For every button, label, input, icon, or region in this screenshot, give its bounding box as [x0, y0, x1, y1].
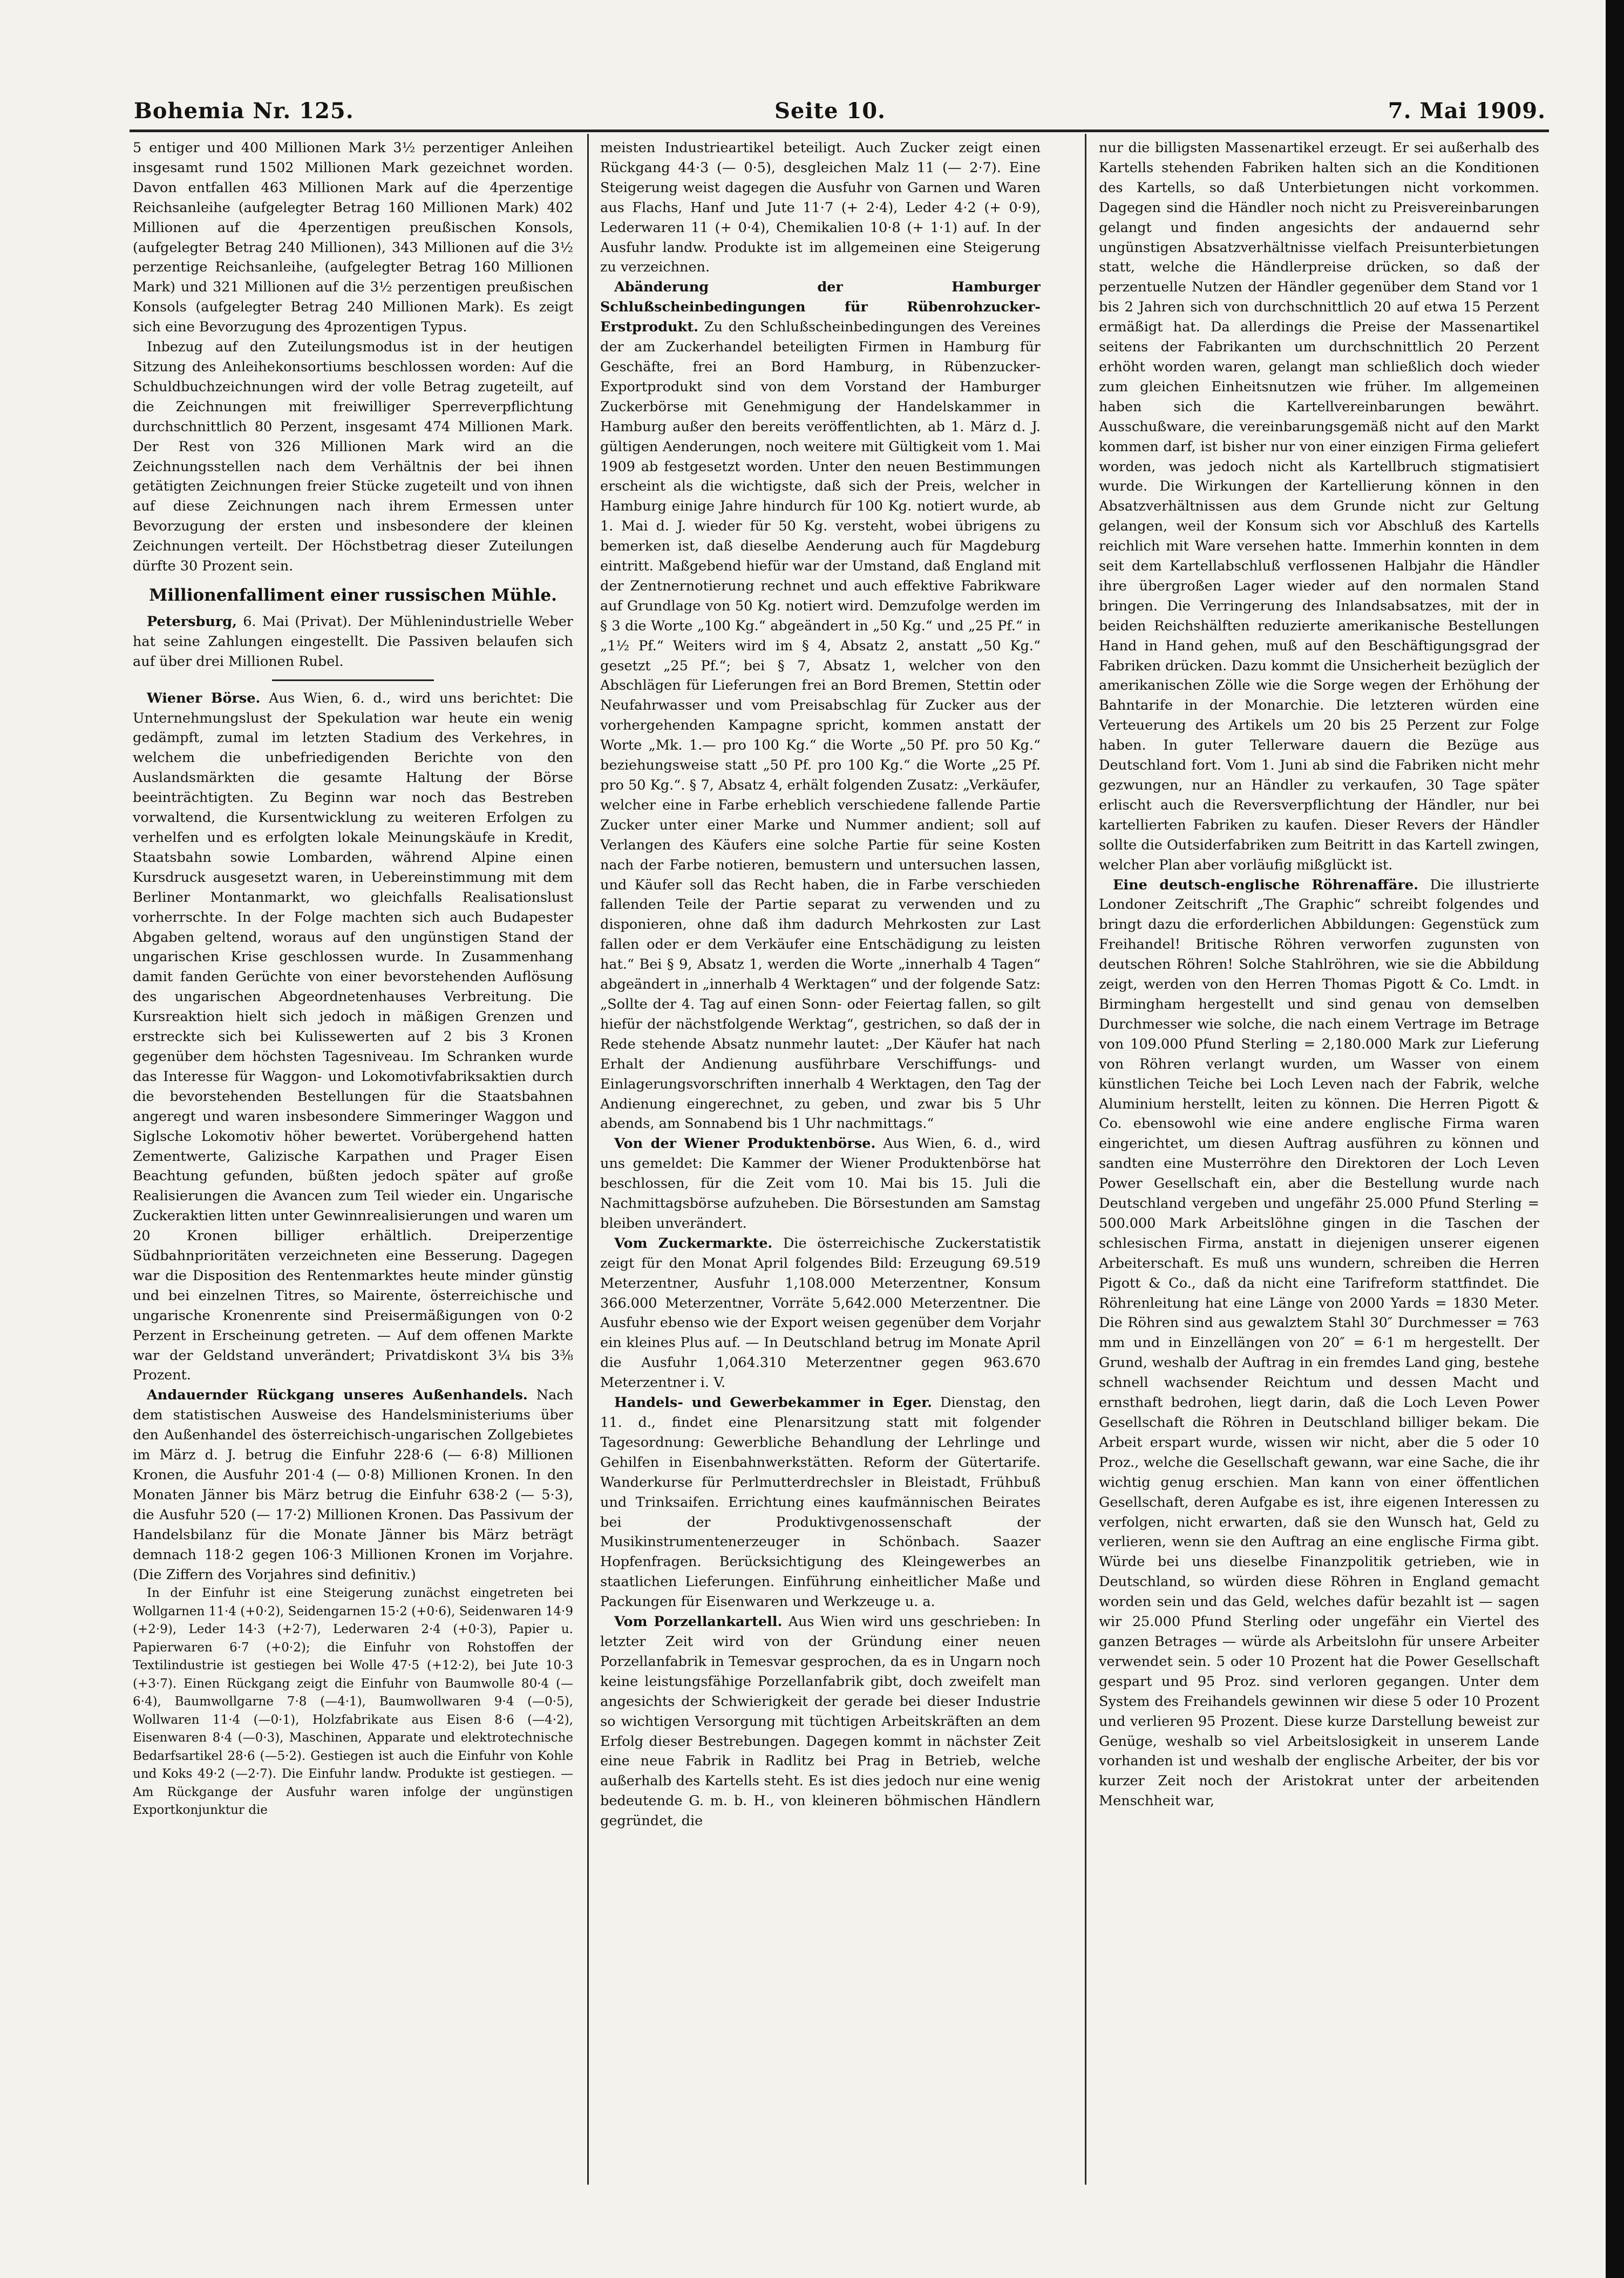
article-heading-tube-affair: Eine deutsch-englische Röhrenaffäre.: [1113, 876, 1418, 893]
issue-date: 7. Mai 1909.: [1388, 98, 1546, 124]
page-edge-shadow: [1606, 0, 1624, 2278]
hamburg-sugar-text: Zu den Schlußscheinbedingungen des Vereines der am Zuckerhandel beteiligten Firmen in Hamburg für Geschäfte, frei an Bord Hamburg, in Rübenzucker-Exportprodukt sind von dem Vorstand der Hamburger Zuckerbörse mit Genehmigung der Handelskammer in Hamburg außer den bereits veröffentlichten, ab 1. März d. J. gültigen Aenderungen, noch weitere mit Gültigkeit vom 1. Mai 1909 ab festgesetzt worden. Unter den neuen Bestimmungen erscheint als die wichtigste, daß sich der Preis, welcher in Hamburg einige Jahre hindurch für 100 Kg. notiert wurde, ab 1. Mai d. J. wieder für 50 Kg. versteht, wobei übrigens zu bemerken ist, daß dieselbe Aenderung auch für Magdeburg eintritt. Maßgebend hiefür war der Umstand, daß England mit der Zentnernotierung rechnet und auch effektive Fabrikware auf Grundlage von 50 Kg. notiert wird. Demzufolge werden im § 3 die Worte „100 Kg.“ abgeändert in „50 Kg.“ und „25 Pf.“ in „1½ Pf.“ Weiters wird im § 4, Absatz 2, anstatt „50 Kg.“ gesetzt „25 Pf.“; bei § 7, Absatz 1, welcher von den Abschlägen für Lieferungen frei an Bord Bremen, Stettin oder Neufahrwasser und vom Preisabschlag für Zucker aus der vorhergehenden Kampagne spricht, kommen anstatt der Worte „Mk. 1.— pro 100 Kg.“ die Worte „50 Pf. pro 50 Kg.“ beziehungsweise statt „50 Pf. pro 100 Kg.“ die Worte „25 Pf. pro 50 Kg.“. § 7, Absatz 4, erhält folgenden Zusatz: „Verkäufer, welcher eine in Farbe erheblich verschiedene fallende Partie Zucker unter einer Marke und Nummer andient; soll auf Verlangen des Käufers eine solche Partie für seine Kosten nach der Farbe notieren, bemustern und untersuchen lassen, und Käufer soll das Recht haben, die in Farbe verschieden fallenden Teile der Partie separat zu verwenden und zu disponieren, ohne daß ihm dadurch Mehrkosten zur Last fallen oder er dem Verkäufer eine Entschädigung zu leisten hat.“ Bei § 9, Absatz 1, werden die Worte „innerhalb 4 Tagen“ abgeändert in „innerhalb 4 Werktagen“ und der folgende Satz: „Sollte der 4. Tag auf einen Sonn- oder Feiertag fallen, so gilt hiefür der nächstfolgende Werktag“, gestrichen, so daß der in Rede stehende Absatz nunmehr lautet: „Der Käufer hat nach Erhalt der Andienung ausführbare Verschiffungs- und Einlagerungsvorschriften innerhalb 4 Werktagen, den Tag der Andienung eingerechnet, zu geben, und zwar bis 5 Uhr abends, am Sonnabend bis 1 Uhr nachmittags.“: [600, 319, 1041, 1132]
column-1: [133, 138, 573, 2184]
article-separator: [272, 679, 434, 681]
export-continuation-paragraph: meisten Industrieartikel beteiligt. Auch Zucker zeigt einen Rückgang 44·3 (— 0·5), desgleichen Malz 11 (— 2·7). Eine Steigerung weist dagegen die Ausfuhr von Garnen und Waren aus Flachs, Hanf und Jute 11·7 (+ 2·4), Leder 4·2 (+ 0·9), Lederwaren 11 (+ 0·4), Chemikalien 10·8 (+ 1·1) auf. In der Ausfuhr landw. Produkte ist im allgemeinen eine Steigerung zu verzeichnen.: [600, 140, 1041, 276]
article-heading-porcelain-cartel: Vom Porzellankartell.: [614, 1614, 783, 1630]
article-heading-mill-bankruptcy: Millionenfalliment einer russischen Mühle.: [149, 585, 557, 605]
header-rule: [130, 130, 1549, 132]
mill-bankruptcy-paragraph: [133, 612, 573, 672]
vienna-exchange-paragraph: [133, 689, 573, 1386]
article-heading-foreign-trade: Andauernder Rückgang unseres Außenhandels.: [147, 1387, 528, 1404]
newspaper-title-number: Bohemia Nr. 125.: [134, 98, 354, 124]
porcelain-cartel-paragraph: [600, 1612, 1041, 1831]
newspaper-page: [130, 96, 1549, 2201]
article-heading-hamburg-sugar: Abänderung der Hamburger Schlußscheinbedingungen für Rübenrohzucker-Erstprodukt.: [600, 279, 1041, 336]
vienna-exchange-text: Aus Wien, 6. d., wird uns berichtet: Die Unternehmungslust der Spekulation war heute ein wenig gedämpft, zumal im letzten Stadium des Verkehres, in welchem die unbefriedigenden Berichte von den Auslandsmärkten die gesamte Haltung der Börse beeinträchtigten. Zu Beginn war noch das Bestreben vorwaltend, die Kursentwicklung zu weiteren Erfolgen zu verhelfen und es erfolgten lokale Meinungskäufe in Kredit, Staatsbahn sowie Lombarden, während Alpine einen Kursdruck ausgesetzt waren, in Uebereinstimmung mit dem Berliner Montanmarkt, wo gleichfalls Realisationslust vorherrschte. In der Folge machten sich auch Budapester Abgaben geltend, woraus auf den ungünstigen Stand der ungarischen Krise geschlossen wurde. In Zusammenhang damit fanden Gerüchte von einer bevorstehenden Auflösung des ungarischen Abgeordnetenhauses Verbreitung. Die Kursreaktion hielt sich jedoch in mäßigen Grenzen und erstreckte sich bei Kulissewerten auf 2 bis 3 Kronen gegenüber dem höchsten Tagesniveau. Im Schranken wurde das Interesse für Waggon- und Lokomotivfabriksaktien durch die bevorstehenden Bestellungen für die Staatsbahnen angeregt und waren insbesondere Simmeringer Waggon und Siglsche Lokomotiv höher bewertet. Vorübergehend hatten Zementwerte, Galizische Karpathen und Prager Eisen Beachtung gefunden, büßten jedoch später auf große Realisierungen die Avancen zum Teil wieder ein. Ungarische Zuckeraktien litten unter Gewinnrealisierungen und waren um 20 Kronen billiger erhältlich. Dreiperzentige Südbahnprioritäten verzeichneten eine Besserung. Dagegen war die Disposition des Rentenmarktes heute minder günstig und bei einzelnen Titres, so Mairente, österreichische und ungarische Kronenrente sind Preisermäßigungen von 0·2 Perzent in Erscheinung getreten. — Auf dem offenen Markte war der Geldstand unverändert; Privatdiskont 3¼ bis 3⅜ Prozent.: [133, 690, 573, 1384]
eger-chamber-paragraph: [600, 1393, 1041, 1612]
allotment-paragraph: Inbezug auf den Zuteilungsmodus ist in der heutigen Sitzung des Anleihekonsortiums beschlossen worden: Auf die Schuldbuchzeichnungen wird der volle Betrag zugeteilt, auf die Zeichnungen mit freiwilliger Sperreverpflichtung durchschnittlich 80 Perzent, insgesamt 474 Millionen Mark. Der Rest von 326 Millionen Mark wird an die Zeichnungsstellen nach dem Verhältnis der bei ihnen getätigten Zeichnungen freier Stücke zugeteilt und von ihnen auf diese Zeichnungen nach ihrem Ermessen unter Bevorzugung der ersten und insbesondere der kleinen Zeichnungen verteilt. Der Höchstbetrag dieser Zuteilungen dürfte 30 Prozent sein.: [133, 339, 573, 575]
column-2: [600, 138, 1041, 2184]
foreign-trade-paragraph: [133, 1385, 573, 1585]
article-heading-sugar-market: Vom Zuckermarkte.: [614, 1235, 773, 1252]
page-number: Seite 10.: [774, 98, 886, 124]
column-3: [1099, 138, 1539, 2184]
article-heading-eger-chamber: Handels- und Gewerbekammer in Eger.: [614, 1395, 933, 1411]
foreign-trade-text: Nach dem statistischen Ausweise des Handelsministeriums über den Außenhandel des österreichisch-ungarischen Zollgebietes im März d. J. betrug die Einfuhr 228·6 (— 6·8) Millionen Kronen, die Ausfuhr 201·4 (— 0·8) Millionen Kronen. In den Monaten Jänner bis März betrug die Einfuhr 638·2 (— 5·3), die Ausfuhr 520 (— 17·2) Millionen Kronen. Das Passivum der Handelsbilanz für die Monate Jänner bis März beträgt demnach 118·2 gegen 106·3 Millionen Kronen im Vorjahre. (Die Ziffern des Vorjahres sind definitiv.): [133, 1387, 573, 1583]
produce-exchange-paragraph: [600, 1134, 1041, 1234]
porcelain-continuation-paragraph: nur die billigsten Massenartikel erzeugt. Er sei außerhalb des Kartells stehenden Fabriken halten sich an die Konditionen des Kartells, so daß Unterbietungen nicht vorkommen. Dagegen sind die Händler noch nicht zu Preisvereinbarungen gelangt und finden angesichts der andauernd sehr ungünstigen Absatzverhältnisse vielfach Preisunterbietungen statt, welche die Händlerpreise drücken, so daß der perzentuelle Nutzen der Händler gegenüber dem Stand vor 1 bis 2 Jahren sich von durchschnittlich 20 auf etwa 15 Perzent ermäßigt hat. Da allerdings die Preise der Massenartikel seitens der Fabrikanten um durchschnittlich 20 Perzent erhöht worden waren, gelangt man schließlich doch wieder zum gleichen Einheitsnutzen wie früher. Im allgemeinen haben sich die Kartellvereinbarungen bewährt. Ausschußware, die vereinbarungsgemäß nicht auf den Markt kommen darf, ist bisher nur von einer einzigen Firma geliefert worden, was jedoch nicht als Kartellbruch stigmatisiert wurde. Die Wirkungen der Kartellierung können in den Absatzverhältnissen aus dem Grunde nicht zur Geltung gelangen, weil der Konsum sich vor Abschluß des Kartells reichlich mit Ware versehen hatte. Immerhin konnten in dem seit dem Kartellabschluß verflossenen Halbjahr die Händler ihre übergroßen Lager wieder auf den normalen Stand bringen. Die Verringerung des Inlandsabsatzes, mit der in beiden Reichshälften reduzierte amerikanische Bestellungen Hand in Hand gehen, muß auf den Beschäftigungsgrad der Fabriken drücken. Dazu kommt die Unsicherheit bezüglich der amerikanischen Zölle wie die Sorge wegen der Erhöhung der Bahntarife in der Monarchie. Die letzteren würden eine Verteuerung des Artikels um 20 bis 25 Perzent zur Folge haben. In guter Tellerware dauern die Bezüge aus Deutschland fort. Vom 1. Juni ab sind die Fabriken nicht mehr gezwungen, nur an Händler zu verkaufen, 30 Tage später erlischt auch die Reversverpflichtung der Händler, nur bei kartellierten Fabriken zu kaufen. Dieser Revers der Händler sollte die Outsiderfabriken zum Beitritt in das Kartell zwingen, welcher Plan aber vorläufig mißglückt ist.: [1099, 140, 1539, 873]
tube-affair-paragraph: [1099, 875, 1539, 1812]
sugar-market-paragraph: [600, 1234, 1041, 1393]
import-figures-paragraph: In der Einfuhr ist eine Steigerung zunächst eingetreten bei Wollgarnen 11·4 (+0·2), Seidengarnen 15·2 (+0·6), Seidenwaren 14·9 (+2·9), Leder 14·3 (+2·7), Lederwaren 2·4 (+0·3), Papier u. Papierwaren 6·7 (+0·2); die Einfuhr von Rohstoffen der Textilindustrie ist gestiegen bei Wolle 47·5 (+12·2), bei Jute 10·3 (+3·7). Einen Rückgang zeigt die Einfuhr von Baumwolle 80·4 (—6·4), Baumwollgarne 7·8 (—4·1), Baumwollwaren 9·4 (—0·5), Wollwaren 11·4 (—0·1), Holzfabrikate aus Eisen 8·6 (—4·2), Eisenwaren 8·4 (—0·3), Maschinen, Apparate und elektrotechnische Bedarfsartikel 28·6 (—5·2). Gestiegen ist auch die Einfuhr von Kohle und Koks 49·2 (—2·7). Die Einfuhr landw. Produkte ist gestiegen. — Am Rückgange der Ausfuhr waren infolge der ungünstigen Exportkonjunktur die: [133, 1586, 573, 1818]
sugar-market-text: Die österreichische Zuckerstatistik zeigt für den Monat April folgendes Bild: Erzeugung 69.519 Meterzentner, Ausfuhr 1,108.000 Meterzentner, Konsum 366.000 Meterzentner, Vorräte 5,642.000 Meterzentner. Die Ausfuhr ebenso wie der Export weisen gegenüber dem Vorjahr ein kleines Plus auf. — In Deutschland betrug im Monate April die Ausfuhr 1,064.310 Meterzentner gegen 963.670 Meterzentner i. V.: [600, 1235, 1041, 1391]
article-heading-produce-exchange: Von der Wiener Produktenbörse.: [614, 1135, 876, 1152]
eger-chamber-text: Dienstag, den 11. d., findet eine Plenarsitzung statt mit folgender Tagesordnung: Gewerbliche Behandlung der Lehrlinge und Gehilfen in Eisenbahnwerkstätten. Reform der Gütertarife. Wanderkurse für Perlmutterdrechsler in Bleistadt, Frühbuß und Trinksaifen. Errichtung eines kaufmännischen Beirates bei der Produktivgenossenschaft der Musikinstrumentenerzeuger in Schönbach. Saazer Hopfenfragen. Berücksichtigung des Kleingewerbes an staatlichen Lieferungen. Einführung einheitlicher Maße und Packungen für Eisenwaren und Werkzeuge u. a.: [600, 1395, 1041, 1610]
column-rule-1: [587, 134, 589, 2185]
produce-exchange-text: Aus Wien, 6. d., wird uns gemeldet: Die Kammer der Wiener Produktenbörse hat beschlossen, für die Zeit vom 10. Mai bis 15. Juli die Nachmittagsbörse aufzuheben. Die Börsestunden am Samstag bleiben unverändert.: [600, 1135, 1041, 1232]
loan-subscription-paragraph: 5 entiger und 400 Millionen Mark 3½ perzentiger Anleihen insgesamt rund 1502 Millionen Mark gezeichnet worden. Davon entfallen 463 Millionen Mark auf die 4perzentige Reichsanleihe (aufgelegter Betrag 160 Millionen Mark) 402 Millionen auf die 4perzentigen preußischen Konsols, (aufgelegter Betrag 240 Millionen), 343 Millionen auf die 3½ perzentige Reichsanleihe, (aufgelegter Betrag 160 Millionen Mark) und 321 Millionen auf die 3½ perzentigen preußischen Konsols (aufgelegter Betrag 240 Millionen Mark). Es zeigt sich eine Bevorzugung des 4prozentigen Typus.: [133, 140, 573, 336]
article-heading-vienna-exchange: Wiener Börse.: [147, 690, 261, 706]
mill-bankruptcy-text: 6. Mai (Privat). Der Mühlenindustrielle Weber hat seine Zahlungen eingestellt. Die Passiven belaufen sich auf über drei Millionen Rubel.: [133, 613, 573, 670]
dateline: Petersburg,: [147, 613, 237, 630]
page-header: [130, 96, 1549, 141]
hamburg-sugar-paragraph: [600, 277, 1041, 1134]
column-rule-2: [1085, 134, 1086, 2185]
tube-affair-text: Die illustrierte Londoner Zeitschrift „The Graphic“ schreibt folgendes und bringt dazu die erforderlichen Abbildungen: Gegenstück zum Freihandel! Britische Röhren verworfen zugunsten von deutschen Röhren! Solche Stahlröhren, wie sie die Abbildung zeigt, werden von den Herren Thomas Pigott & Co. Lmdt. in Birmingham hergestellt und sind genau von demselben Durchmesser wie solche, die nach einem Vertrage im Betrage von 109.000 Pfund Sterling = 2,180.000 Mark zur Lieferung von Röhren verlangt wurden, um Wasser von einem künstlichen Teiche bei Loch Leven nach der Fabrik, welche Aluminium herstellt, leiten zu können. Die Herren Pigott & Co. ebensowohl wie eine andere englische Firma waren eingerichtet, um diesen Auftrag ausführen zu können und sandten eine Musterröhre den Direktoren der Loch Leven Power Gesellschaft ein, aber die Bestellung wurde nach Deutschland vergeben und ungefähr 25.000 Pfund Sterling = 500.000 Mark Arbeitslöhne gingen in die Taschen der schlesischen Firma, anstatt in diejenigen unserer eigenen Arbeiterschaft. Es muß uns wundern, schreiben die Herren Pigott & Co., daß da nicht eine Tarifreform stattfindet. Die Röhrenleitung hat eine Länge von 2000 Yards = 1830 Meter. Die Röhren sind aus gewalztem Stahl 30″ Durchmesser = 763 mm und in Einzellängen von 20″ = 6·1 m hergestellt. Der Grund, weshalb der Auftrag in ein fremdes Land ging, bestehe schnell wachsender Reichtum und dessen Macht und ernsthaft bedrohen, liegt darin, daß die Loch Leven Power Gesellschaft die Röhren in Deutschland billiger bekam. Die Arbeit erspart wurde, wissen wir nicht, aber die 5 oder 10 Proz., welche die Gesellschaft gewann, war eine Sache, die ihr wichtig genug erschien. Man kann von einer öffentlichen Gesellschaft, deren Aufgabe es ist, ihre eigenen Interessen zu verfolgen, nicht erwarten, daß sie den Wunsch hat, Geld zu verlieren, wenn sie den Auftrag an eine englische Firma gibt. Würde bei uns dieselbe Finanzpolitik getrieben, wie in Deutschland, so würden diese Röhren in England gemacht worden sein und das Geld, welches dafür bezahlt ist — sagen wir 25.000 Pfund Sterling oder ungefähr ein Viertel des ganzen Betrages — würde als Arbeitslohn für unsere Arbeiter verwendet sein. 5 oder 10 Prozent hat die Power Gesellschaft gespart und 95 Proz. sind verloren gegangen. Unter dem System des Freihandels gewinnen wir diese 5 oder 10 Prozent und verlieren 95 Prozent. Diese kurze Darstellung beweist zur Genüge, weshalb so viel Arbeitslosigkeit in unserem Lande vorhanden ist und weshalb der englische Arbeiter, der bis vor kurzer Zeit noch der Aristokrat unter der arbeitenden Menschheit war,: [1099, 876, 1539, 1810]
porcelain-cartel-text: Aus Wien wird uns geschrieben: In letzter Zeit wird von der Gründung einer neuen Porzellanfabrik in Temesvar gesprochen, da es in Ungarn noch keine leistungsfähige Porzellanfabrik gibt, doch zweifelt man angesichts der Schwierigkeit der gerade bei dieser Industrie so wichtigen Versorgung mit tüchtigen Arbeitskräften an dem Erfolg dieser Bestrebungen. Dagegen kommt in nächster Zeit eine neue Fabrik in Radlitz bei Prag in Betrieb, welche außerhalb des Kartells steht. Es ist dies jedoch nur eine wenig bedeutende G. m. b. H., von kleineren böhmischen Händlern gegründet, die: [600, 1614, 1041, 1830]
